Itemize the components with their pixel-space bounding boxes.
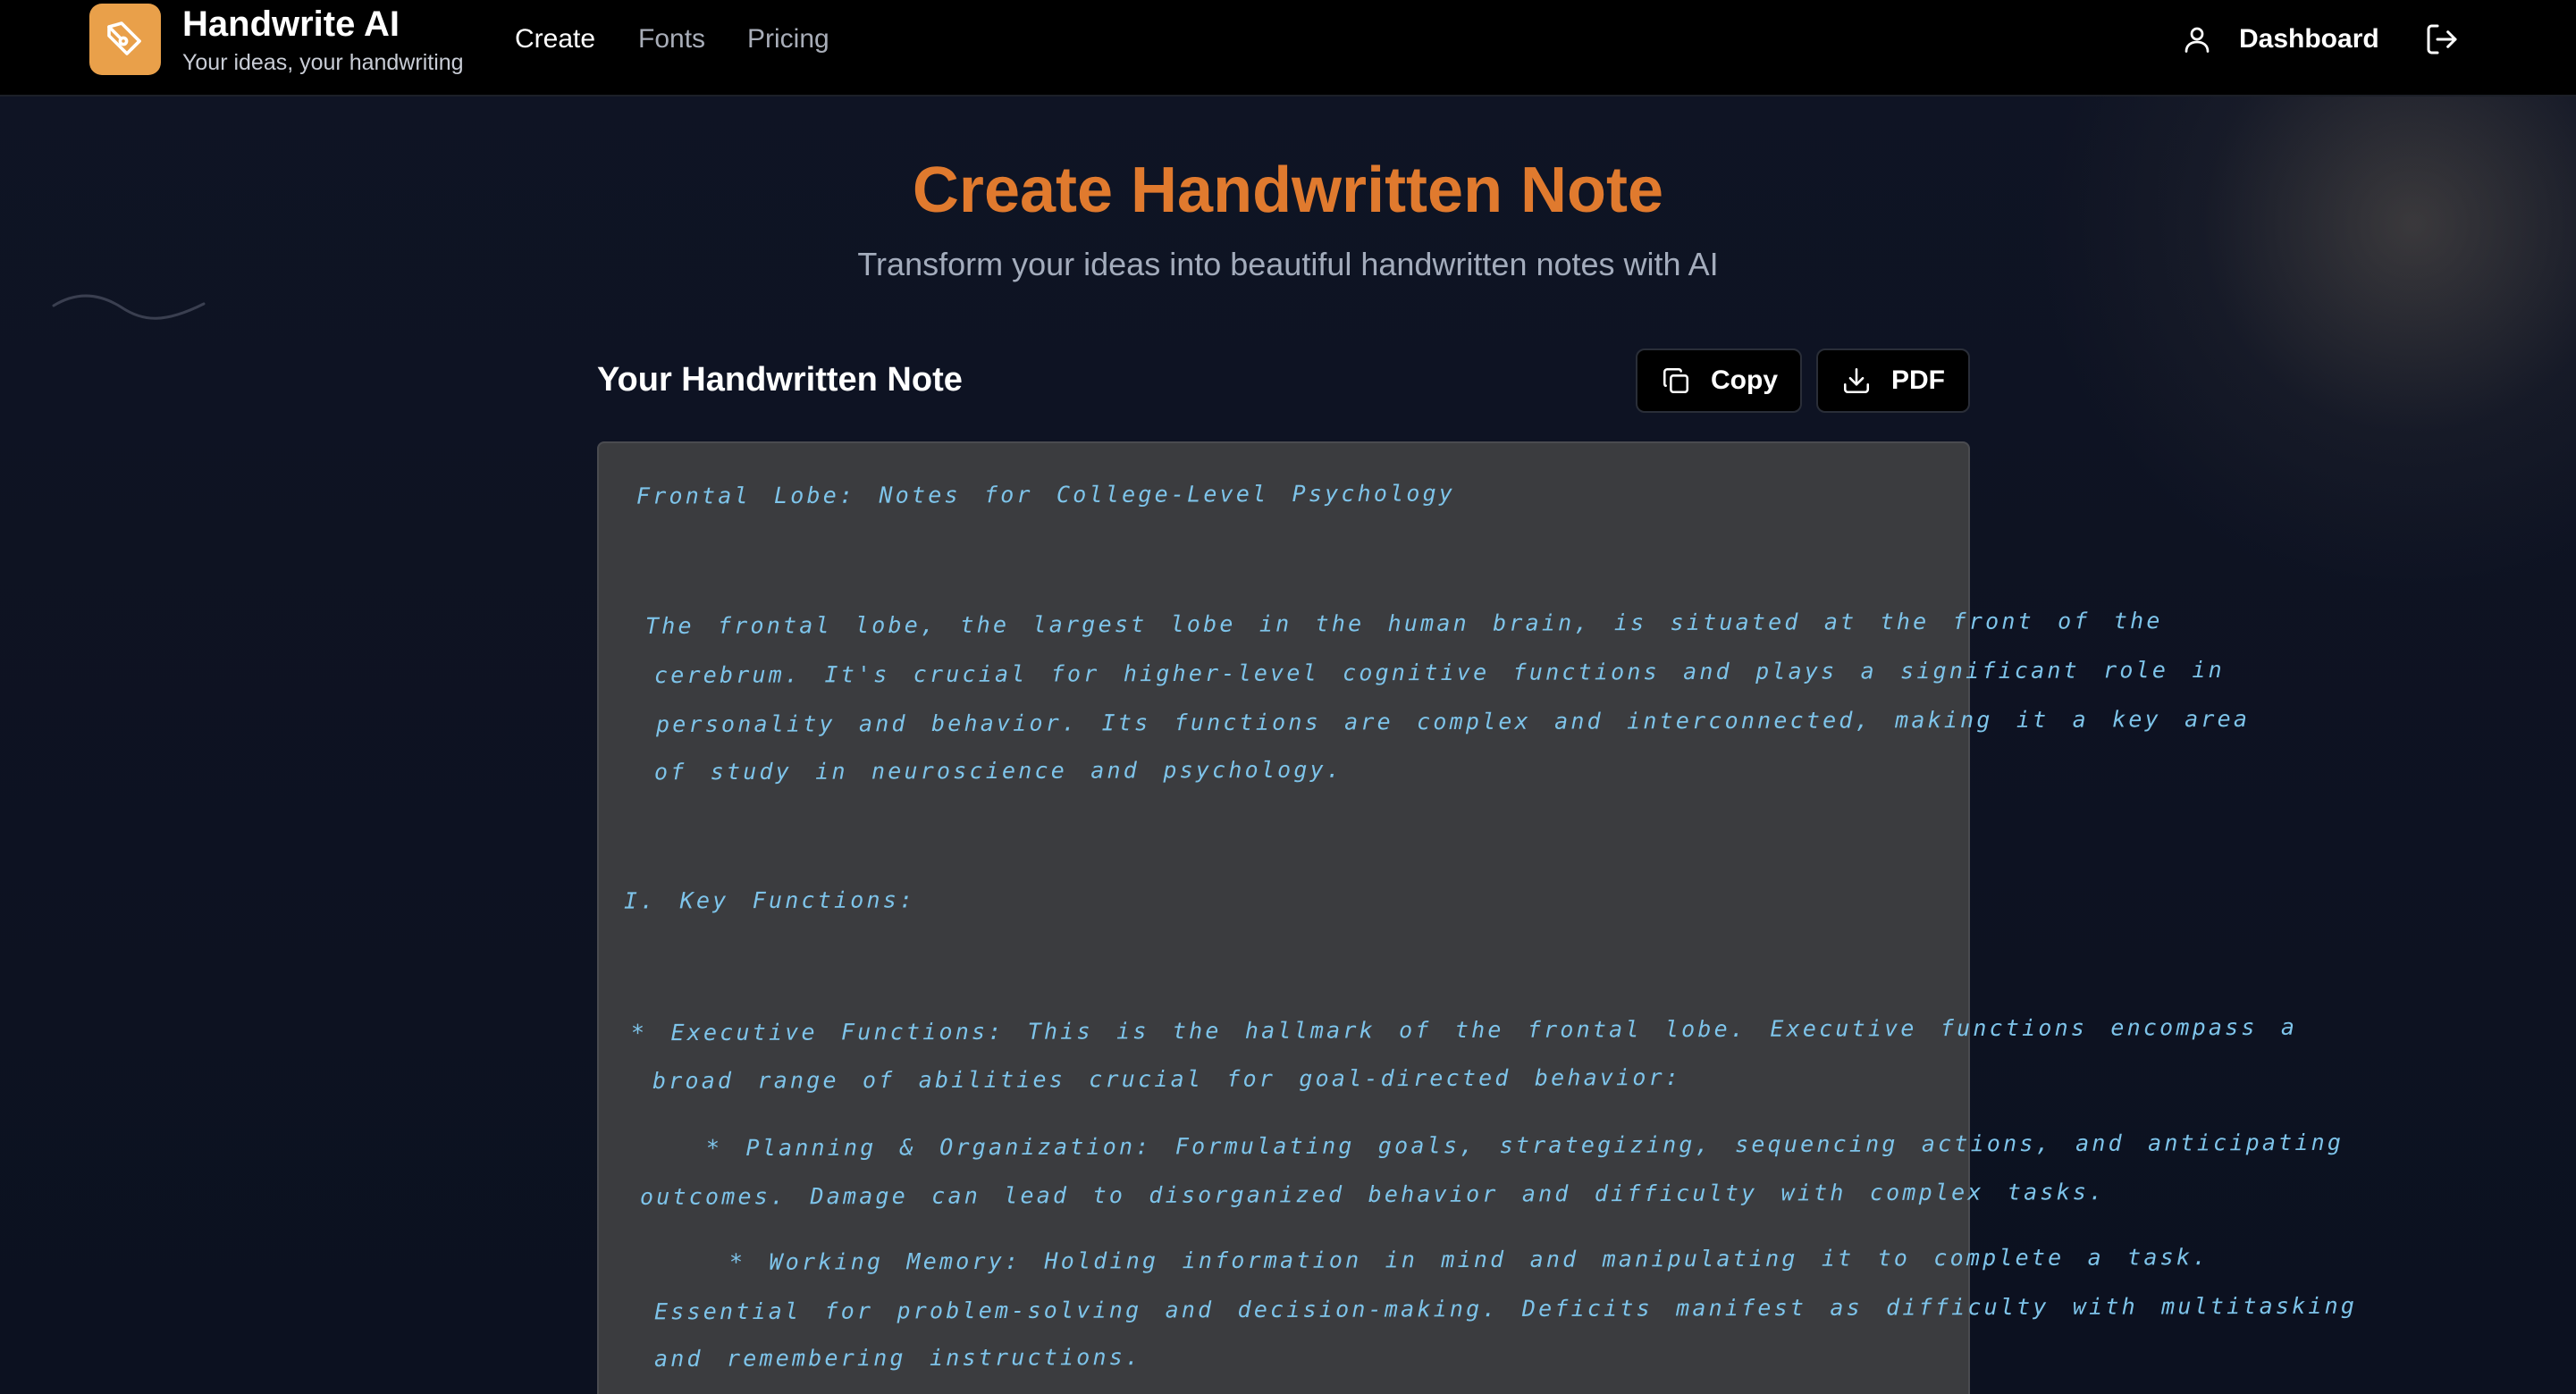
nav-create[interactable]: Create: [515, 24, 596, 54]
note-line: of study in neuroscience and psychology.: [653, 756, 1343, 785]
pen-nib-icon: [104, 18, 147, 61]
note-line: The frontal lobe, the largest lobe in the human brain, is situated at the front of the: [644, 608, 2163, 639]
decorative-squiggle: [50, 284, 211, 338]
copy-button-label: Copy: [1711, 365, 1778, 395]
note-line-title: Frontal Lobe: Notes for College-Level Psychology: [636, 480, 1456, 509]
logout-icon[interactable]: [2424, 21, 2460, 57]
handwritten-note-canvas: [597, 441, 2358, 1394]
user-icon[interactable]: [2181, 23, 2213, 55]
note-line: personality and behavior. Its functions are complex and interconnected, making it a key area: [655, 705, 2251, 738]
nav-fonts[interactable]: Fonts: [638, 24, 706, 54]
brand-name[interactable]: Handwrite AI: [182, 4, 400, 44]
note-line: broad range of abilities crucial for goal-directed behavior:: [652, 1063, 1682, 1095]
dashboard-link[interactable]: Dashboard: [2239, 24, 2379, 54]
note-section-title: Your Handwritten Note: [597, 361, 963, 399]
top-navbar: [0, 0, 2576, 97]
copy-button[interactable]: [1636, 348, 1802, 413]
pdf-download-button[interactable]: [1816, 348, 1970, 413]
brand-tagline: Your ideas, your handwriting: [182, 50, 464, 75]
pdf-button-label: PDF: [1891, 365, 1945, 395]
note-line: * Executive Functions: This is the hallmark of the frontal lobe. Executive functions encompass a: [630, 1013, 2298, 1046]
note-line: outcomes. Damage can lead to disorganized behavior and difficulty with complex tasks.: [639, 1179, 2106, 1210]
download-icon: [1841, 365, 1872, 396]
page-title: Create Handwritten Note: [912, 155, 1664, 226]
nav-pricing[interactable]: Pricing: [747, 24, 829, 54]
note-line: * Planning & Organization: Formulating goals, strategizing, sequencing actions, and anticipating: [705, 1129, 2344, 1162]
brand-logo[interactable]: [89, 4, 161, 75]
note-line-heading: I. Key Functions:: [623, 886, 916, 914]
note-line: * Working Memory: Holding information in mind and manipulating it to complete a task.: [728, 1244, 2210, 1275]
copy-icon: [1661, 365, 1691, 396]
note-line: cerebrum. It's crucial for higher-level cognitive functions and plays a significant role in: [653, 656, 2225, 689]
note-line: Essential for problem-solving and decision-making. Deficits manifest as difficulty with multitasking: [653, 1292, 2358, 1325]
note-line: and remembering instructions.: [653, 1344, 1142, 1372]
page-subtitle: Transform your ideas into beautiful handwritten notes with AI: [857, 246, 1719, 282]
